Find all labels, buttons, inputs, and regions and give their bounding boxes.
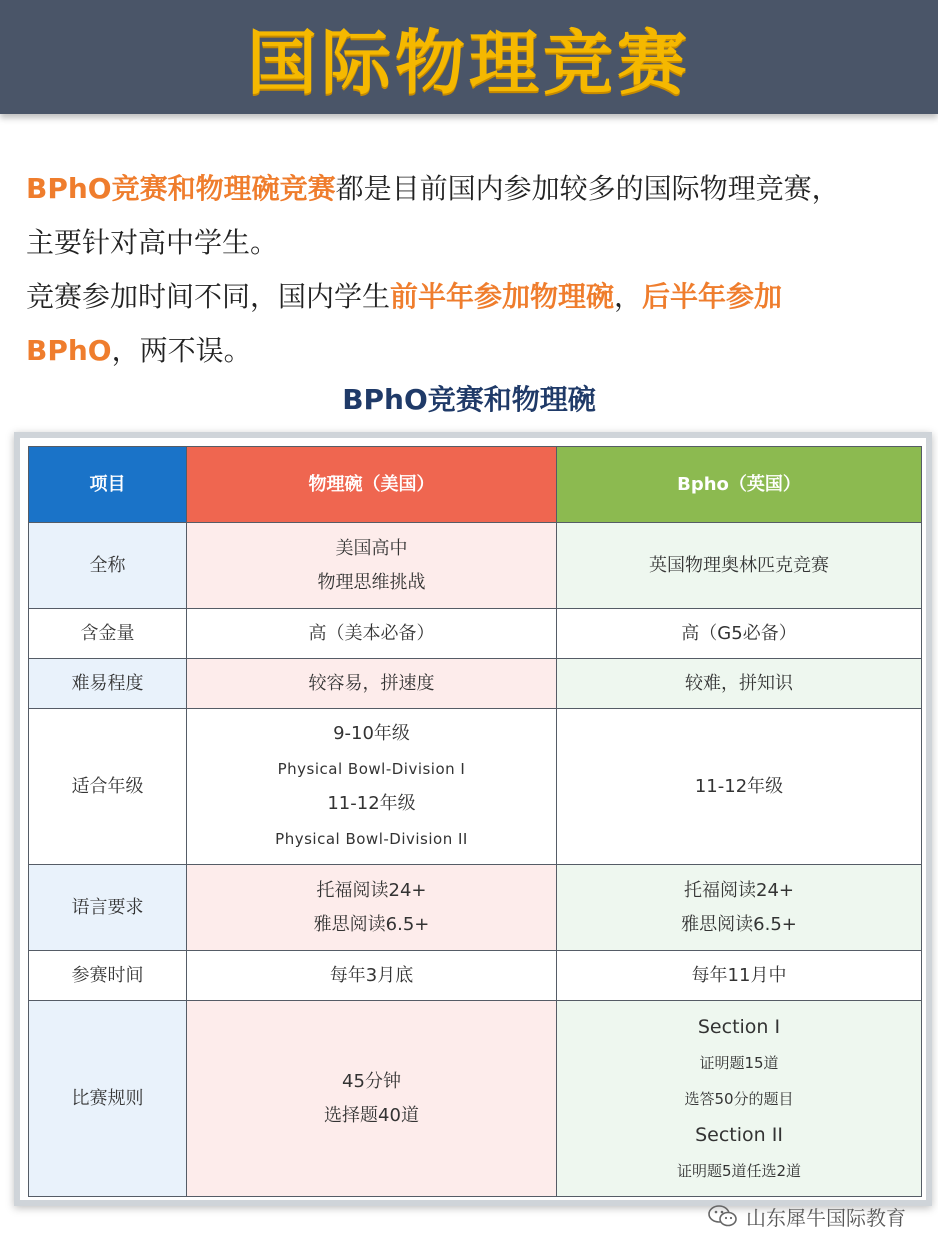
cell-line: 11-12年级 bbox=[327, 792, 416, 814]
cell-physics-bowl bbox=[187, 523, 557, 609]
comparison-table bbox=[28, 446, 922, 1197]
table-row bbox=[29, 709, 922, 865]
table-row bbox=[29, 659, 922, 709]
cell-line: 物理思维挑战 bbox=[317, 571, 426, 593]
intro-line-4 bbox=[26, 324, 926, 378]
cell-physics-bowl bbox=[187, 1001, 557, 1197]
watermark bbox=[708, 1200, 906, 1232]
cell-line: 雅思阅读6.5+ bbox=[313, 913, 430, 935]
table-header-row bbox=[29, 447, 922, 523]
cell-bpho: 11-12年级 bbox=[557, 709, 922, 865]
intro-highlight-3a: 前半年参加物理碗 bbox=[390, 280, 615, 313]
cell-line: 证明题15道 bbox=[699, 1053, 779, 1072]
cell-line: Section I bbox=[697, 1015, 781, 1038]
table-row bbox=[29, 1001, 922, 1197]
cell-line: 9-10年级 bbox=[333, 722, 410, 744]
wechat-icon bbox=[708, 1204, 738, 1228]
row-label: 语言要求 bbox=[29, 865, 187, 951]
intro-highlight-3b: 后半年参加 bbox=[642, 280, 783, 313]
cell-line: 选择题40道 bbox=[324, 1104, 419, 1126]
header-bpho: Bpho（英国） bbox=[557, 447, 922, 523]
cell-line: 选答50分的题目 bbox=[684, 1089, 794, 1108]
comparison-table-frame bbox=[14, 432, 932, 1206]
row-label: 参赛时间 bbox=[29, 951, 187, 1001]
cell-line: 雅思阅读6.5+ bbox=[681, 913, 797, 935]
row-label: 比赛规则 bbox=[29, 1001, 187, 1197]
cell-bpho: 高（G5必备） bbox=[557, 609, 922, 659]
cell-line: Section II bbox=[695, 1123, 783, 1146]
intro-text-1: 都是目前国内参加较多的国际物理竞赛， bbox=[335, 172, 840, 205]
intro-text-4: ，两不误。 bbox=[111, 334, 252, 367]
cell-physics-bowl: 高（美本必备） bbox=[187, 609, 557, 659]
cell-physics-bowl bbox=[187, 865, 557, 951]
cell-line: 证明题5道任选2道 bbox=[676, 1161, 802, 1180]
cell-line: Physical Bowl-Division I bbox=[277, 759, 466, 778]
row-label: 全称 bbox=[29, 523, 187, 609]
intro-text bbox=[26, 162, 926, 378]
intro-highlight-4: BPhO bbox=[26, 334, 112, 367]
cell-line: 托福阅读24+ bbox=[316, 879, 427, 901]
table-title: BPhO竞赛和物理碗 bbox=[342, 383, 596, 416]
cell-bpho bbox=[557, 865, 922, 951]
page-title: 国际物理竞赛 bbox=[247, 21, 691, 104]
row-label: 难易程度 bbox=[29, 659, 187, 709]
intro-line-3 bbox=[26, 270, 926, 324]
table-row bbox=[29, 865, 922, 951]
cell-bpho: 较难，拼知识 bbox=[557, 659, 922, 709]
table-row bbox=[29, 609, 922, 659]
intro-highlight-1: BPhO竞赛和物理碗竞赛 bbox=[26, 172, 336, 205]
cell-line: 托福阅读24+ bbox=[684, 879, 794, 901]
header-physics-bowl: 物理碗（美国） bbox=[187, 447, 557, 523]
intro-line-2: 主要针对高中学生。 bbox=[26, 226, 279, 259]
row-label: 适合年级 bbox=[29, 709, 187, 865]
cell-line: 美国高中 bbox=[335, 537, 408, 559]
table-row bbox=[29, 951, 922, 1001]
cell-bpho: 每年11月中 bbox=[557, 951, 922, 1001]
intro-text-3b: ， bbox=[614, 280, 643, 313]
cell-physics-bowl: 较容易，拼速度 bbox=[187, 659, 557, 709]
cell-physics-bowl bbox=[187, 709, 557, 865]
intro-line-1 bbox=[26, 162, 926, 216]
watermark-text: 山东犀牛国际教育 bbox=[746, 1205, 906, 1230]
row-label: 含金量 bbox=[29, 609, 187, 659]
cell-bpho: 英国物理奥林匹克竞赛 bbox=[557, 523, 922, 609]
cell-bpho bbox=[557, 1001, 922, 1197]
intro-text-3a: 竞赛参加时间不同，国内学生 bbox=[26, 280, 391, 313]
cell-physics-bowl: 每年3月底 bbox=[187, 951, 557, 1001]
cell-line: 45分钟 bbox=[342, 1070, 401, 1092]
title-banner bbox=[0, 0, 938, 114]
table-row bbox=[29, 523, 922, 609]
cell-line: Physical Bowl-Division II bbox=[275, 829, 468, 848]
header-item: 项目 bbox=[29, 447, 187, 523]
